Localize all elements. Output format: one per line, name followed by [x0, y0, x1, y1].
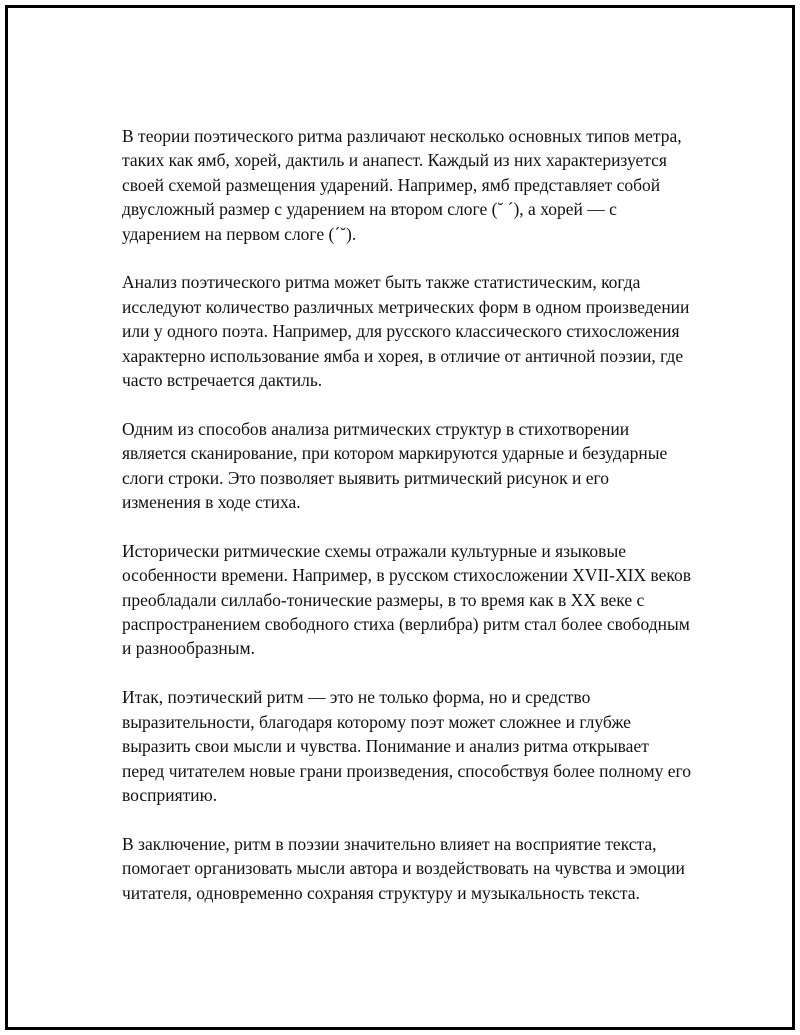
paragraph-statistical-analysis: Анализ поэтического ритма может быть также статистическим, когда исследуют количество различных метрических форм в одном произведении или у одного поэта. Например, для русского классического стихосложения характерно использование ямба и хорея, в отличие от античной поэзии, где часто встречается дактиль. — [122, 272, 690, 391]
paragraph-meter-types: В теории поэтического ритма различают несколько основных типов метра, таких как ямб, хорей, дактиль и анапест. Каждый из них характеризуется своей схемой размещения ударений. Например, ямб представляет собой двусложный размер с ударением на втором слоге (˘ ´), а хорей — с ударением на первом слоге (´˘). — [122, 126, 682, 244]
page-frame — [5, 5, 795, 1030]
paragraph-rhythm-expressiveness: Итак, поэтический ритм — это не только форма, но и средство выразительности, благодаря которому поэт может сложнее и глубже выразить свои мысли и чувства. Понимание и анализ ритма открывает перед читателем новые грани произведения, способствуя более полному его восприятию. — [122, 687, 692, 805]
paragraph-conclusion: В заключение, ритм в поэзии значительно влияет на восприятие текста, помогает организовать мысли автора и воздействовать на чувства и эмоции читателя, одновременно сохраняя структуру и музыкальность текста. — [122, 833, 685, 903]
document-body — [122, 124, 692, 905]
paragraph-historical-schemes: Исторически ритмические схемы отражали культурные и языковые особенности времени. Например, в русском стихосложении XVII-XIX веков преобладали силлабо-тонические размеры, в то время как в XX веке с распространением свободного стиха (верлибра) ритм стал более свободным и разнообразным. — [122, 540, 691, 659]
paragraph-scansion: Одним из способов анализа ритмических структур в стихотворении является сканирование, при котором маркируются ударные и безударные слоги строки. Это позволяет выявить ритмический рисунок и его изменения в ходе стиха. — [122, 418, 668, 513]
